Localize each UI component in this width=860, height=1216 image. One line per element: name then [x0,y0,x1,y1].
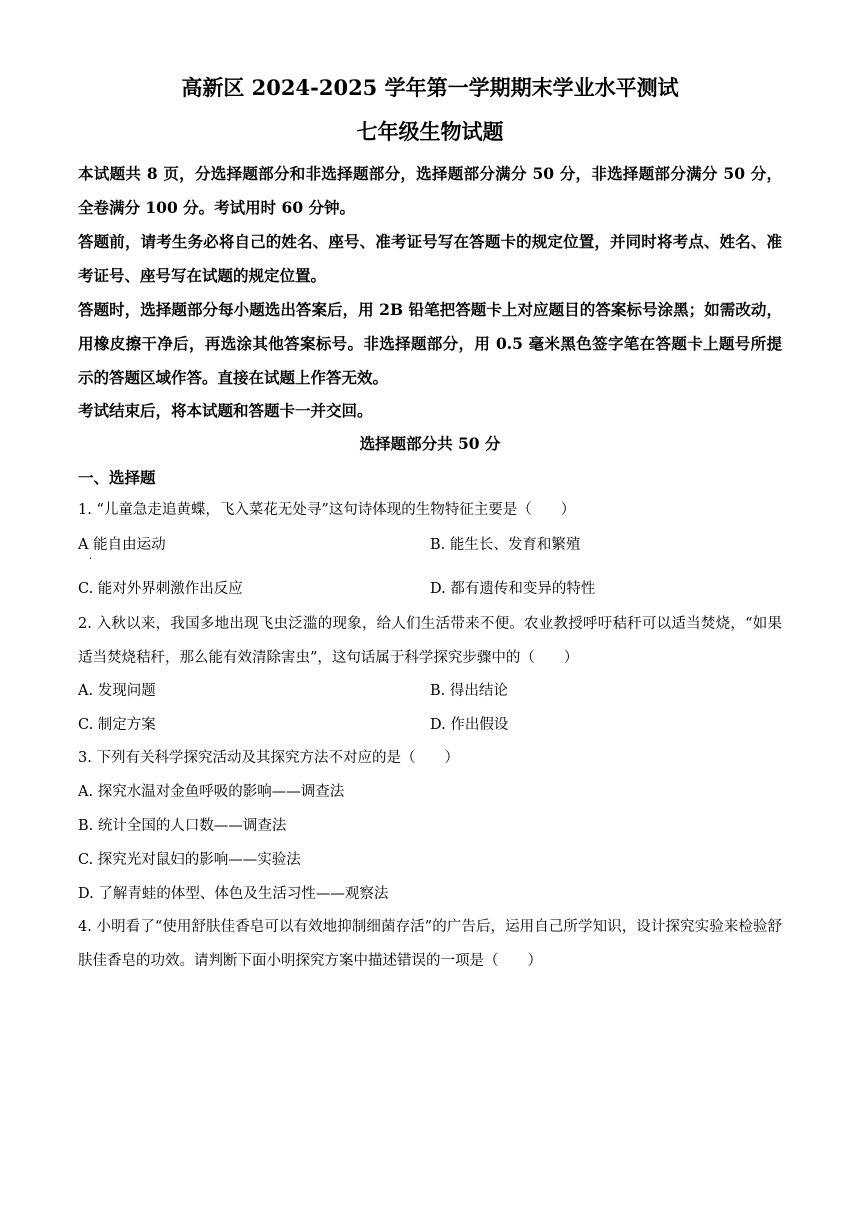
instruction-4: 考试结束后，将本试题和答题卡一并交回。 [78,401,373,420]
question-1-stem: 1. “儿童急走追黄蝶，飞入菜花无处寻”这句诗体现的生物特征主要是（ ） [78,502,576,518]
question-2-stem: 2. 入秋以来，我国多地出现飞虫泛滥的现象，给人们生活带来不便。农业教授呼吁秸秆可以适当焚烧，“如果适当焚烧秸秆，那么能有效清除害虫”，这句话属于科学探究步骤中的（ ） [78,616,782,666]
part-heading: 一、选择题 [78,468,156,487]
question-3-option-a: A. 探究水温对金鱼呼吸的影响——调查法 [78,784,345,800]
question-2-option-c: C. 制定方案 [78,717,156,733]
question-1-option-a: A 能自由运动 [78,537,166,553]
question-4-stem: 4. 小明看了“使用舒肤佳香皂可以有效地抑制细菌存活”的广告后，运用自己所学知识，设计探究实验来检验舒肤佳香皂的功效。请判断下面小明探究方案中描述错误的一项是（ ） [78,919,782,969]
instruction-3: 答题时，选择题部分每小题选出答案后，用 2B 铅笔把答题卡上对应题目的答案标号涂黑；如需改动，用橡皮擦干净后，再选涂其他答案标号。非选择题部分，用 0.5 毫米黑色签字笔在答题卡上题号所提示的答题区域作答。直接在试题上作答无效。 [78,300,782,387]
question-2-option-b: B. 得出结论 [430,683,508,699]
exam-title: 高新区 2024-2025 学年第一学期期末学业水平测试 [181,75,679,100]
question-3-stem: 3. 下列有关科学探究活动及其探究方法不对应的是（ ） [78,750,459,766]
stray-dot: · [89,554,93,565]
question-2-option-a: A. 发现问题 [78,683,156,699]
exam-subtitle: 七年级生物试题 [356,119,504,144]
instruction-1: 本试题共 8 页，分选择题部分和非选择题部分，选择题部分满分 50 分，非选择题部分满分 50 分，全卷满分 100 分。考试用时 60 分钟。 [78,164,782,217]
instruction-2: 答题前，请考生务必将自己的姓名、座号、准考证号写在答题卡的规定位置，并同时将考点、姓名、准考证号、座号写在试题的规定位置。 [78,232,782,285]
question-1-option-d: D. 都有遗传和变异的特性 [430,581,596,597]
question-2-option-d: D. 作出假设 [430,717,509,733]
question-3-option-b: B. 统计全国的人口数——调查法 [78,818,287,834]
section-title: 选择题部分共 50 分 [359,434,501,453]
question-3-option-c: C. 探究光对鼠妇的影响——实验法 [78,852,301,868]
question-1-option-b: B. 能生长、发育和繁殖 [430,537,581,553]
question-1-option-c: C. 能对外界刺激作出反应 [78,581,243,597]
question-3-option-d: D. 了解青蛙的体型、体色及生活习性——观察法 [78,886,389,902]
